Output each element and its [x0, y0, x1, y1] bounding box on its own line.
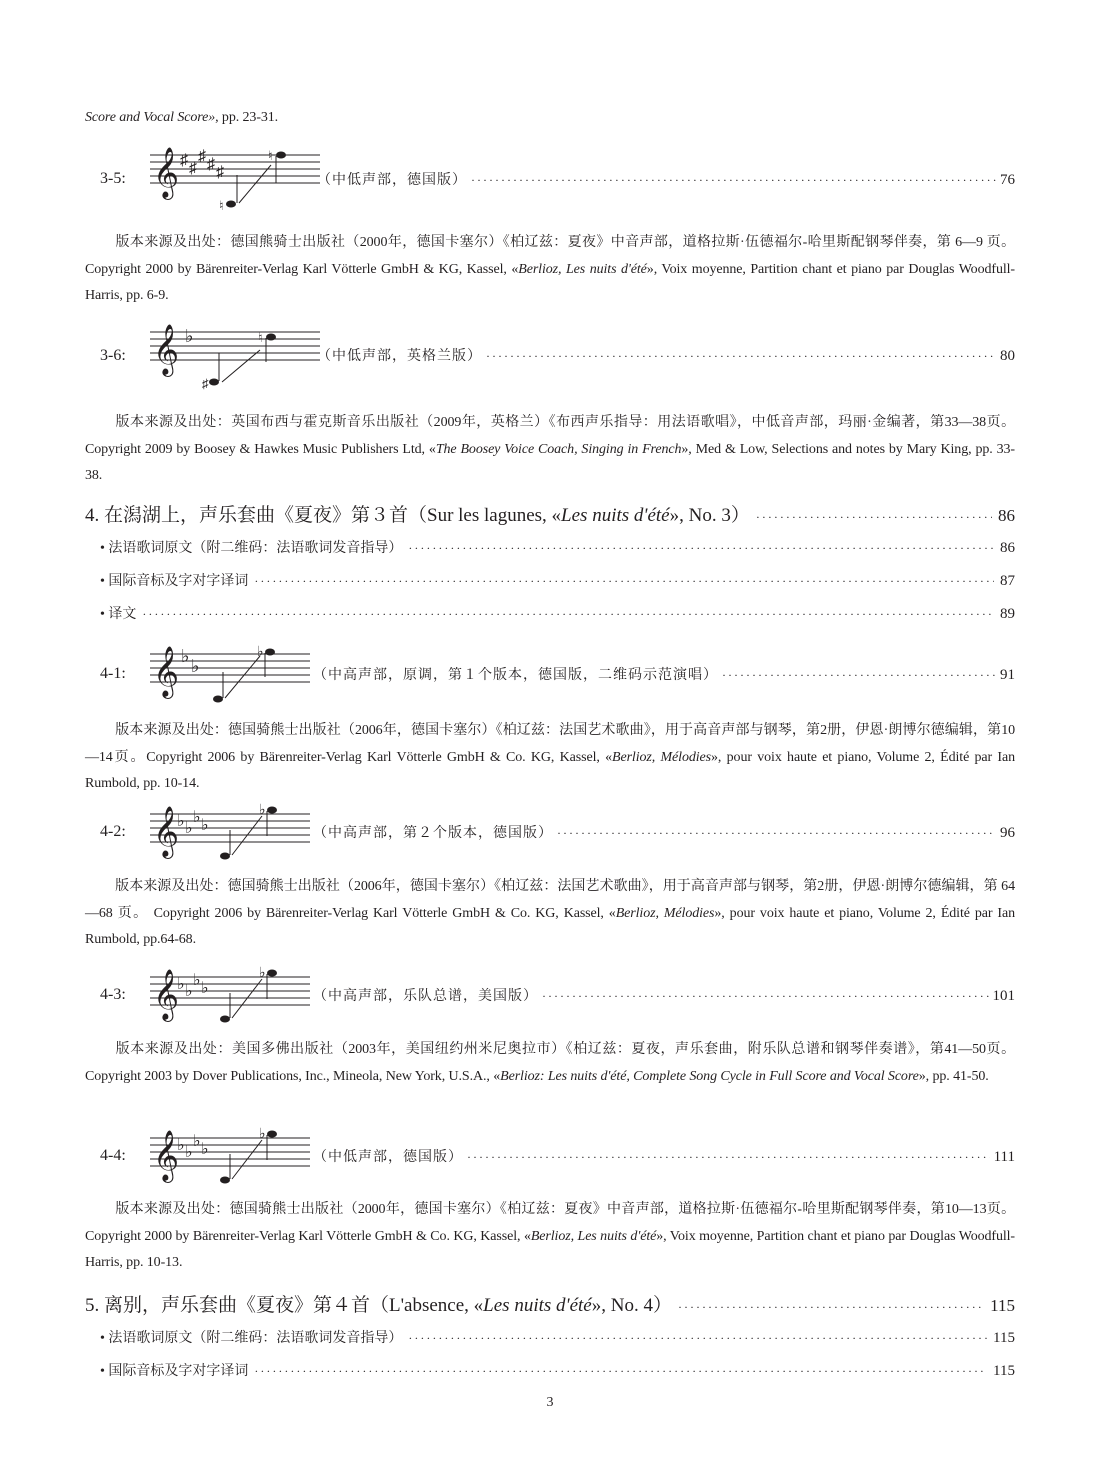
svg-text:♮: ♮	[258, 330, 263, 345]
staff-notation-flats-icon	[145, 955, 325, 1030]
svg-text:♭: ♭	[185, 983, 193, 1000]
svg-text:♭: ♭	[193, 809, 201, 826]
svg-text:♭: ♭	[185, 820, 193, 837]
subitem-page[interactable]: 89	[1000, 606, 1015, 622]
source-continuation	[85, 105, 1015, 132]
subitem-page[interactable]: 86	[1000, 540, 1015, 556]
toc-subitem[interactable]	[100, 1360, 1015, 1380]
source-en-rest: », Med & Low, Selections and notes by Mary King, pp. 33-38.	[85, 441, 1015, 483]
staff-notation-flats-icon	[145, 632, 325, 717]
entry-page[interactable]: 101	[992, 988, 1015, 1004]
section-title: 5. 离别，声乐套曲《夏夜》第４首（L'absence, «Les nuits d'été», No. 4）	[85, 1295, 672, 1316]
range-entry-4-1[interactable]	[95, 632, 1015, 722]
svg-text:𝄞: 𝄞	[153, 807, 180, 856]
section-page[interactable]: 86	[998, 506, 1015, 525]
source-en-title: The Boosey Voice Coach, Singing in French	[435, 441, 682, 457]
source-en-title: Berlioz, Mélodies	[612, 749, 712, 765]
svg-text:♯: ♯	[180, 152, 188, 169]
range-entry-4-3[interactable]	[95, 955, 1015, 1045]
svg-text:𝄞: 𝄞	[153, 647, 180, 696]
source-en: Copyright 2003 by Dover Publications, Inc., Mineola, New York, U.S.A., «	[85, 1068, 501, 1084]
section-page[interactable]: 115	[990, 1296, 1015, 1315]
svg-text:♭: ♭	[177, 1137, 185, 1154]
source-en: Copyright 2009 by Boosey & Hawkes Music Publishers Ltd, «	[85, 441, 436, 457]
leader-dots	[254, 1364, 987, 1379]
svg-text:♭: ♭	[201, 1141, 209, 1158]
leader-dots	[678, 1300, 984, 1315]
source-note-4-3	[85, 1037, 1015, 1090]
subitem-page[interactable]: 115	[993, 1363, 1015, 1379]
leader-dots	[254, 574, 994, 589]
entry-description: （中高声部，原调，第１个版本，德国版，二维码示范演唱）	[313, 668, 718, 683]
svg-text:𝄞: 𝄞	[153, 148, 180, 197]
svg-text:♭: ♭	[185, 326, 194, 346]
entry-page[interactable]: 96	[1000, 825, 1015, 841]
entry-description: （中高声部，第２个版本，德国版）	[313, 826, 553, 841]
subitem-label: • 国际音标及字对字译词	[100, 1364, 249, 1379]
source-en-rest: », pp. 41-50.	[918, 1068, 989, 1084]
entry-label: 4-1:	[100, 665, 126, 682]
svg-text:𝄞: 𝄞	[153, 1131, 180, 1180]
source-pages: , pp. 23-31.	[215, 110, 279, 125]
leader-dots	[142, 607, 994, 622]
svg-text:♭: ♭	[177, 976, 185, 993]
subitem-label: • 译文	[100, 607, 137, 622]
toc-subitem[interactable]	[100, 603, 1015, 623]
subitem-label: • 法语歌词原文（附二维码：法语歌词发音指导）	[100, 541, 403, 556]
leader-dots	[471, 173, 996, 188]
entry-page[interactable]: 111	[993, 1149, 1015, 1165]
svg-text:𝄞: 𝄞	[153, 970, 180, 1019]
svg-text:♭: ♭	[191, 656, 200, 676]
source-en-rest: », pour voix haute et piano, Volume 2, Édité par Ian Rumbold, pp.64-68.	[85, 905, 1016, 947]
source-en-title: Berlioz, Les nuits d'été	[530, 1228, 657, 1244]
toc-subitem[interactable]	[100, 537, 1015, 557]
staff-notation-flats-icon	[145, 1118, 325, 1193]
source-zh: 版本来源及出处：美国多佛出版社（2003年，美国纽约州米尼奥拉市）《柏辽兹：夏夜，声乐套曲，附乐队总谱和钢琴伴奏谱》，第41—50页。	[115, 1042, 1015, 1057]
subitem-page[interactable]: 87	[1000, 573, 1015, 589]
svg-text:♭: ♭	[193, 1133, 201, 1150]
subitem-label: • 法语歌词原文（附二维码：法语歌词发音指导）	[100, 1331, 403, 1346]
source-note-4-4	[85, 1197, 1015, 1277]
entry-description: （中低声部，英格兰版）	[317, 349, 482, 364]
subitem-label: • 国际音标及字对字译词	[100, 574, 249, 589]
entry-label: 4-3:	[100, 986, 126, 1003]
source-en-rest: », pour voix haute et piano, Volume 2, Édité par Ian Rumbold, pp. 10-14.	[85, 749, 1015, 791]
entry-label: 4-4:	[100, 1147, 126, 1164]
svg-text:♮: ♮	[219, 198, 224, 213]
svg-text:♮: ♮	[268, 148, 273, 163]
svg-text:♭: ♭	[257, 645, 264, 660]
toc-subitem[interactable]	[100, 570, 1015, 590]
source-en: Copyright 2006 by Bärenreiter-Verlag Karl Vötterle GmbH & Co. KG, Kassel, «	[148, 905, 616, 921]
source-zh: 版本来源及出处：德国骑熊士出版社（2000年，德国卡塞尔）《柏辽兹：夏夜》中音声部，道格拉斯·伍德福尔-哈里斯配钢琴伴奏，第10—13页。	[115, 1202, 1015, 1217]
svg-text:𝄞: 𝄞	[153, 325, 180, 374]
entry-page[interactable]: 76	[1000, 172, 1015, 188]
entry-label: 3-5:	[100, 170, 126, 187]
source-zh: 版本来源及出处：英国布西与霍克斯音乐出版社（2009年，英格兰）《布西声乐指导：用法语歌唱》，中低音声部，玛丽·金编著，第33—38页。	[115, 415, 1015, 430]
subitem-page[interactable]: 115	[993, 1330, 1015, 1346]
svg-text:♭: ♭	[193, 972, 201, 989]
svg-text:♯: ♯	[198, 148, 206, 165]
leader-dots	[756, 510, 992, 525]
staff-notation-flat-icon	[145, 312, 325, 397]
source-en-rest: », Voix moyenne, Partition chant et piano par Douglas Woodfull-Harris, pp. 10-13.	[85, 1228, 1015, 1270]
source-note-4-2	[85, 874, 1015, 954]
range-entry-3-5[interactable]	[95, 135, 1015, 225]
svg-text:♭: ♭	[259, 1127, 266, 1142]
svg-text:♭: ♭	[177, 813, 185, 830]
toc-section-4[interactable]	[85, 500, 1015, 527]
source-en: Copyright 2006 by Bärenreiter-Verlag Karl Vötterle GmbH & Co. KG, Kassel, «	[146, 749, 613, 765]
source-en: Copyright 2000 by Bärenreiter-Verlag Karl Vötterle GmbH & Co. KG, Kassel, «	[85, 1228, 531, 1244]
leader-dots	[542, 989, 989, 1004]
range-entry-3-6[interactable]	[95, 312, 1015, 402]
source-en-title: Berlioz, Mélodies	[615, 905, 715, 921]
source-en-rest: », Voix moyenne, Partition chant et piano par Douglas Woodfull-Harris, pp. 6-9.	[85, 261, 1015, 303]
entry-description: （中低声部，德国版）	[317, 173, 467, 188]
entry-description: （中高声部，乐队总谱，美国版）	[313, 989, 538, 1004]
entry-label: 4-2:	[100, 823, 126, 840]
source-en: Copyright 2000 by Bärenreiter-Verlag Karl Vötterle GmbH & KG, Kassel, «	[85, 261, 519, 277]
svg-text:♯: ♯	[189, 160, 197, 177]
source-title-italic: Score and Vocal Score»	[85, 110, 216, 125]
page-number: 3	[546, 1395, 554, 1410]
source-note-3-5	[85, 230, 1015, 310]
source-note-3-6	[85, 410, 1015, 490]
svg-text:♯: ♯	[202, 376, 209, 391]
range-entry-4-4[interactable]	[95, 1118, 1015, 1208]
staff-notation-sharps-icon	[145, 135, 325, 220]
source-en-title: Berlioz, Les nuits d'été	[518, 261, 647, 277]
range-entry-4-2[interactable]	[95, 796, 1015, 886]
leader-dots	[722, 668, 996, 683]
svg-text:♭: ♭	[259, 803, 266, 818]
entry-description: （中低声部，德国版）	[313, 1150, 463, 1165]
svg-text:♯: ♯	[216, 164, 224, 181]
source-note-4-1	[85, 718, 1015, 798]
svg-text:♯: ♯	[207, 156, 215, 173]
svg-text:♭: ♭	[181, 646, 190, 666]
source-zh: 版本来源及出处：德国熊骑士出版社（2000年，德国卡塞尔）《柏辽兹：夏夜》中音声部，道格拉斯·伍德福尔-哈里斯配钢琴伴奏，第 6—9 页。	[115, 235, 1015, 250]
leader-dots	[467, 1150, 990, 1165]
svg-text:♭: ♭	[259, 966, 266, 981]
entry-page[interactable]: 80	[1000, 348, 1015, 364]
source-en-title: Berlioz: Les nuits d'été, Complete Song Cycle in Full Score and Vocal Score	[500, 1068, 919, 1084]
entry-page[interactable]: 91	[1000, 667, 1015, 683]
toc-section-5[interactable]	[85, 1290, 1015, 1317]
svg-text:♭: ♭	[201, 817, 209, 834]
svg-text:♭: ♭	[201, 980, 209, 997]
entry-label: 3-6:	[100, 347, 126, 364]
leader-dots	[486, 349, 996, 364]
section-title: 4. 在潟湖上，声乐套曲《夏夜》第３首（Sur les lagunes, «Les nuits d'été», No. 3）	[85, 505, 750, 526]
source-zh: 版本来源及出处：德国骑熊士出版社（2006年，德国卡塞尔）《柏辽兹：法国艺术歌曲》，用于高音声部与钢琴，第2册，伊恩·朗博尔德编辑，第 64—68 页。	[85, 879, 1015, 921]
leader-dots	[408, 1331, 987, 1346]
svg-text:♭: ♭	[185, 1144, 193, 1161]
leader-dots	[557, 826, 996, 841]
toc-subitem[interactable]	[100, 1327, 1015, 1347]
source-zh: 版本来源及出处：德国骑熊士出版社（2006年，德国卡塞尔）《柏辽兹：法国艺术歌曲》，用于高音声部与钢琴，第2册，伊恩·朗博尔德编辑，第10—14页。	[85, 723, 1015, 765]
leader-dots	[408, 541, 994, 556]
staff-notation-flats-icon	[145, 796, 325, 871]
